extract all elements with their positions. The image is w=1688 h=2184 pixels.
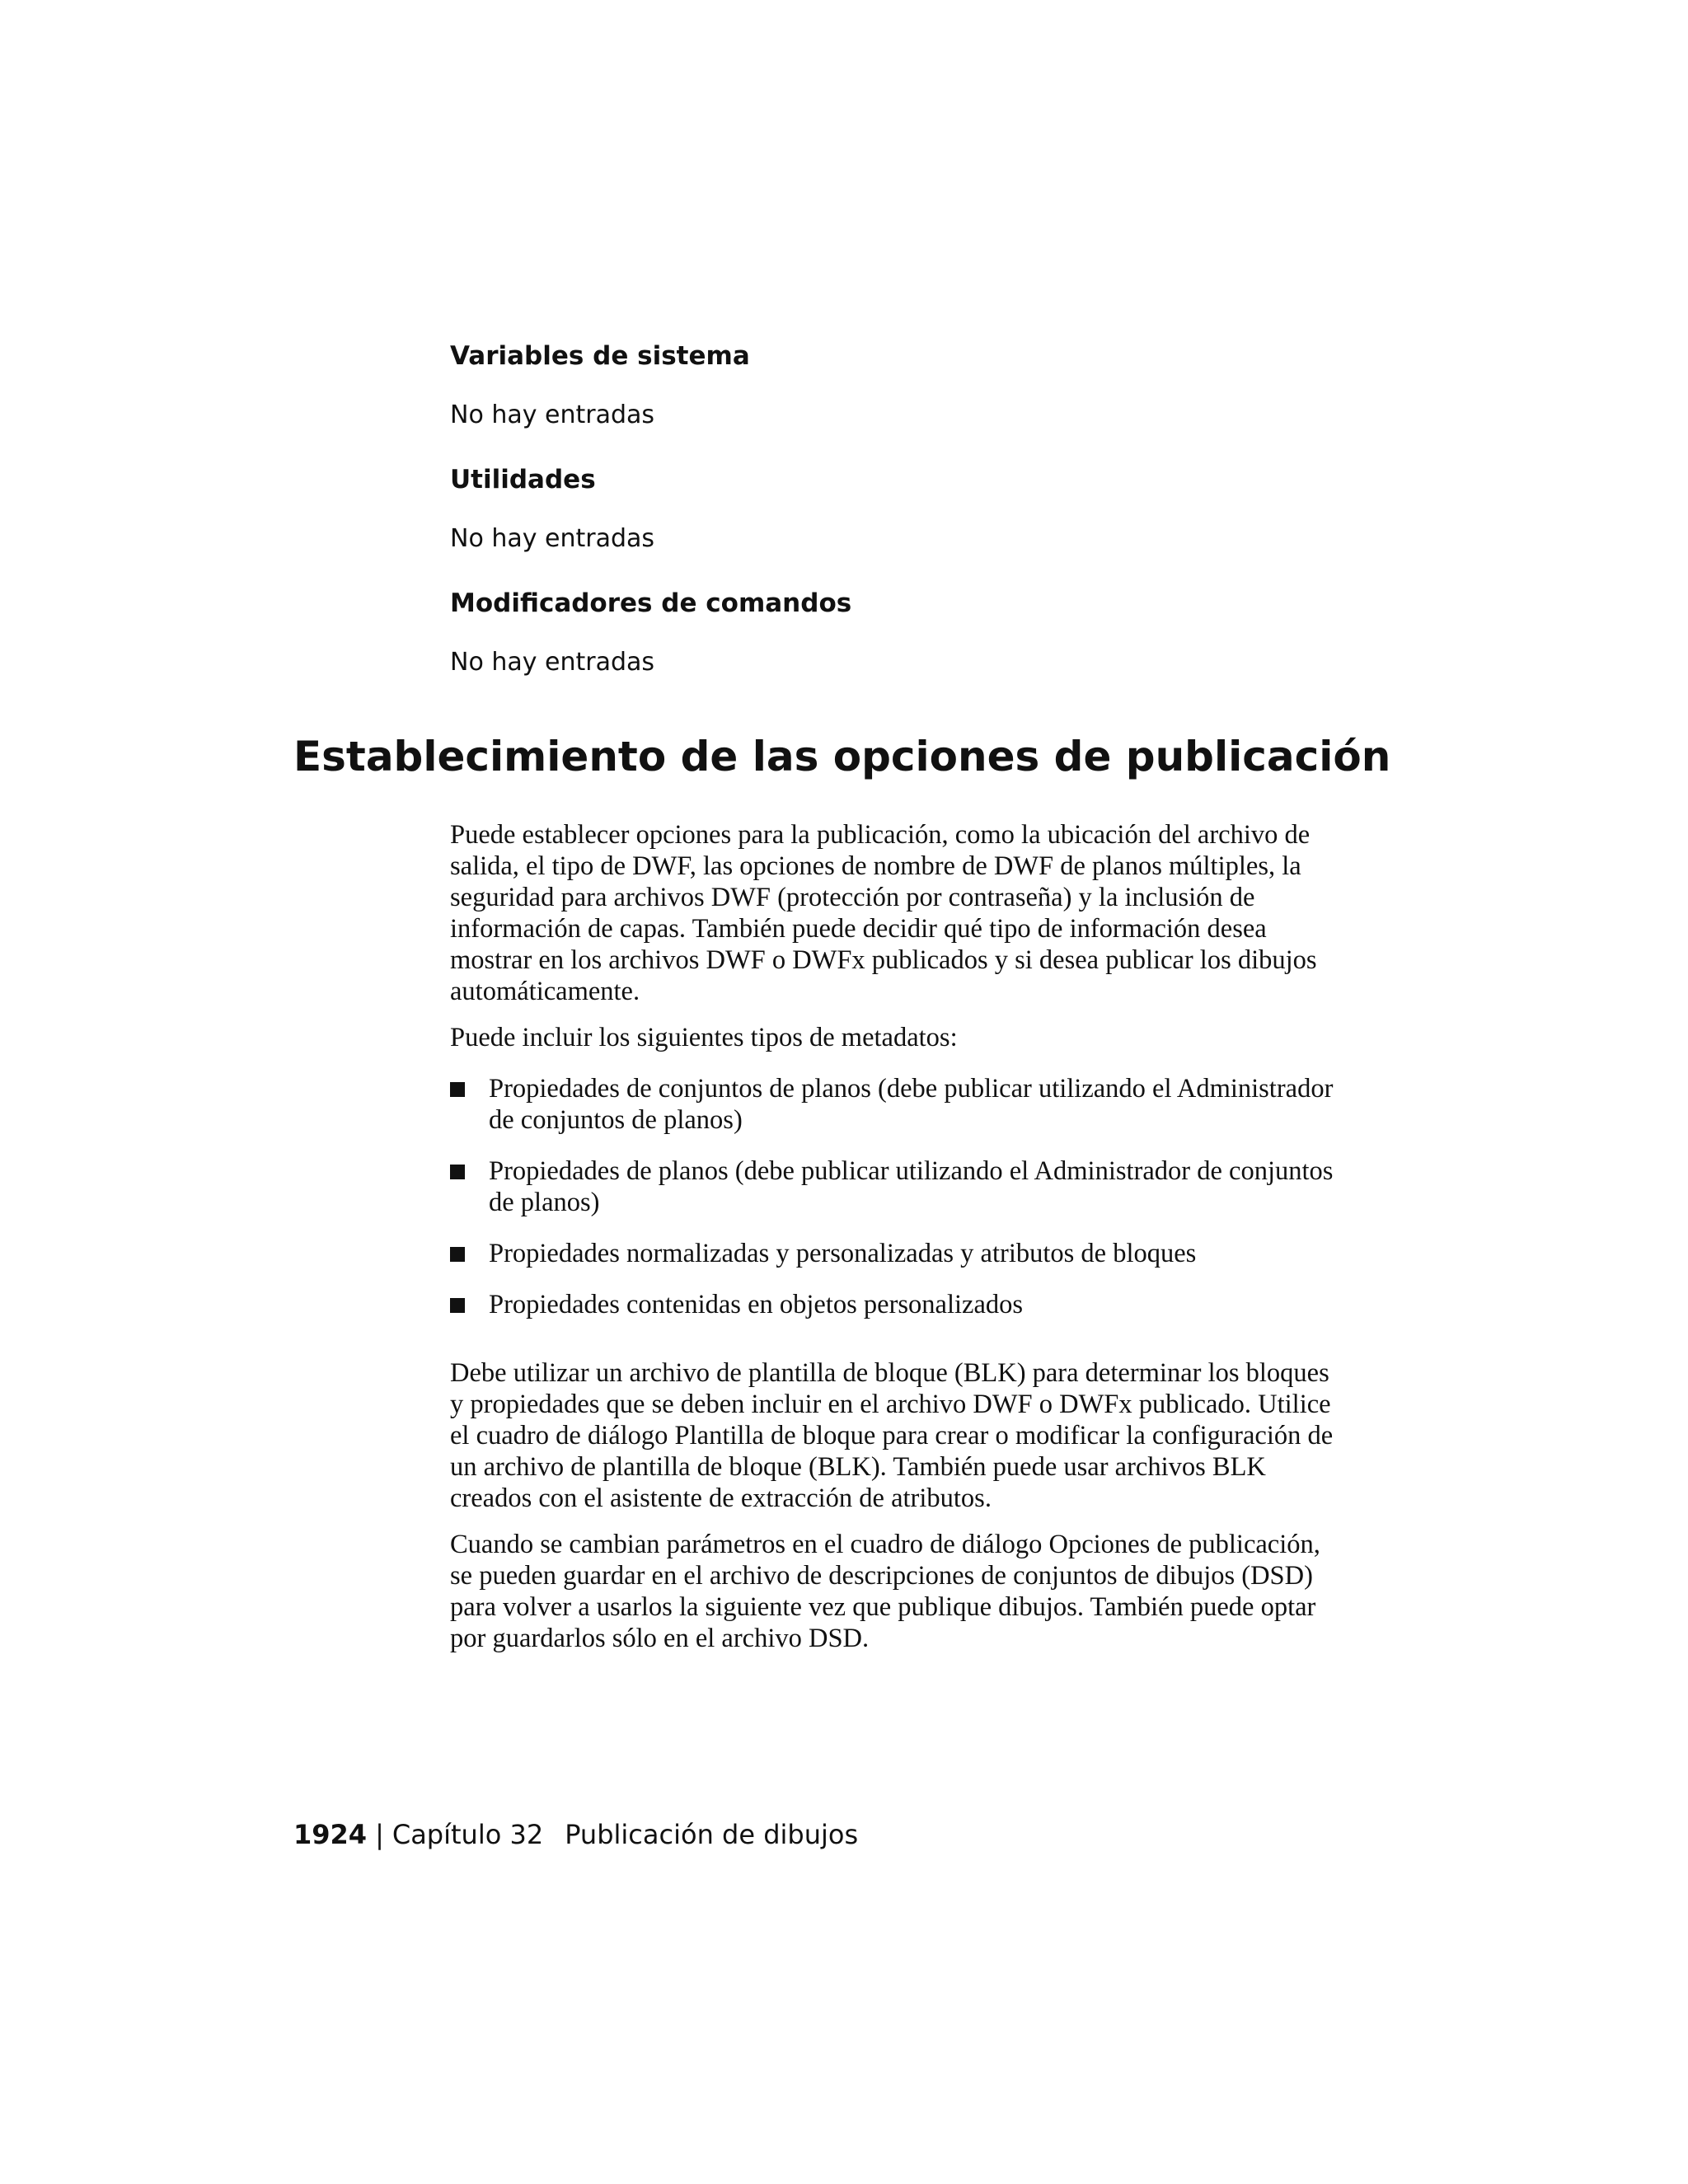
bullet-square-icon [450,1247,465,1262]
list-item [450,1073,1340,1136]
footer-chapter: Capítulo 32 [392,1819,544,1850]
bullet-square-icon [450,1298,465,1313]
bullet-text: Propiedades de planos (debe publicar utilizando el Administrador de conjuntos de planos) [489,1156,1334,1217]
section-heading-utilidades: Utilidades [450,465,596,494]
section-text-utilidades: No hay entradas [450,524,655,553]
footer-separator: | [375,1819,384,1850]
page-number: 1924 [293,1819,368,1850]
section-heading-modificadores: Modificadores de comandos [450,588,852,618]
bullet-square-icon [450,1082,465,1097]
list-item [450,1238,1340,1269]
paragraph-intro: Puede establecer opciones para la publicación, como la ubicación del archivo de salida, el tipo de DWF, las opciones de nombre de DWF de planos múltiples, la seguridad para archivos DWF (protección por contraseña) y la inclusión de información de capas. También puede decidir qué tipo de información desea mostrar en los archivos DWF o DWFx publicados y si desea publicar los dibujos automáticamente. [450,820,1317,1006]
page-title: Establecimiento de las opciones de publicación [293,733,1391,780]
bullet-text: Propiedades contenidas en objetos personalizados [489,1290,1024,1319]
section-heading-variables: Variables de sistema [450,341,750,371]
page-footer [293,1816,858,1853]
footer-chapter-title: Publicación de dibujos [565,1819,859,1850]
section-text-modificadores: No hay entradas [450,648,655,677]
list-item [450,1155,1340,1218]
paragraph-dsd: Cuando se cambian parámetros en el cuadro de diálogo Opciones de publicación, se pueden guardar en el archivo de descripciones de conjuntos de dibujos (DSD) para volver a usarlos la siguiente vez que publique dibujos. También puede optar por guardarlos sólo en el archivo DSD. [450,1530,1320,1653]
paragraph-blk: Debe utilizar un archivo de plantilla de bloque (BLK) para determinar los bloques y propiedades que se deben incluir en el archivo DWF o DWFx publicado. Utilice el cuadro de diálogo Plantilla de bloque para crear o modificar la configuración de un archivo de plantilla de bloque (BLK). También puede usar archivos BLK creados con el asistente de extracción de atributos. [450,1358,1334,1513]
bullet-text: Propiedades de conjuntos de planos (debe publicar utilizando el Administrador de conjuntos de planos) [489,1074,1334,1135]
paragraph-metadata-lead: Puede incluir los siguientes tipos de metadatos: [450,1023,958,1052]
bullet-text: Propiedades normalizadas y personalizadas y atributos de bloques [489,1239,1197,1268]
list-item [450,1289,1340,1320]
bullet-square-icon [450,1165,465,1179]
metadata-bullet-list [450,1073,1340,1340]
section-text-variables: No hay entradas [450,401,655,429]
